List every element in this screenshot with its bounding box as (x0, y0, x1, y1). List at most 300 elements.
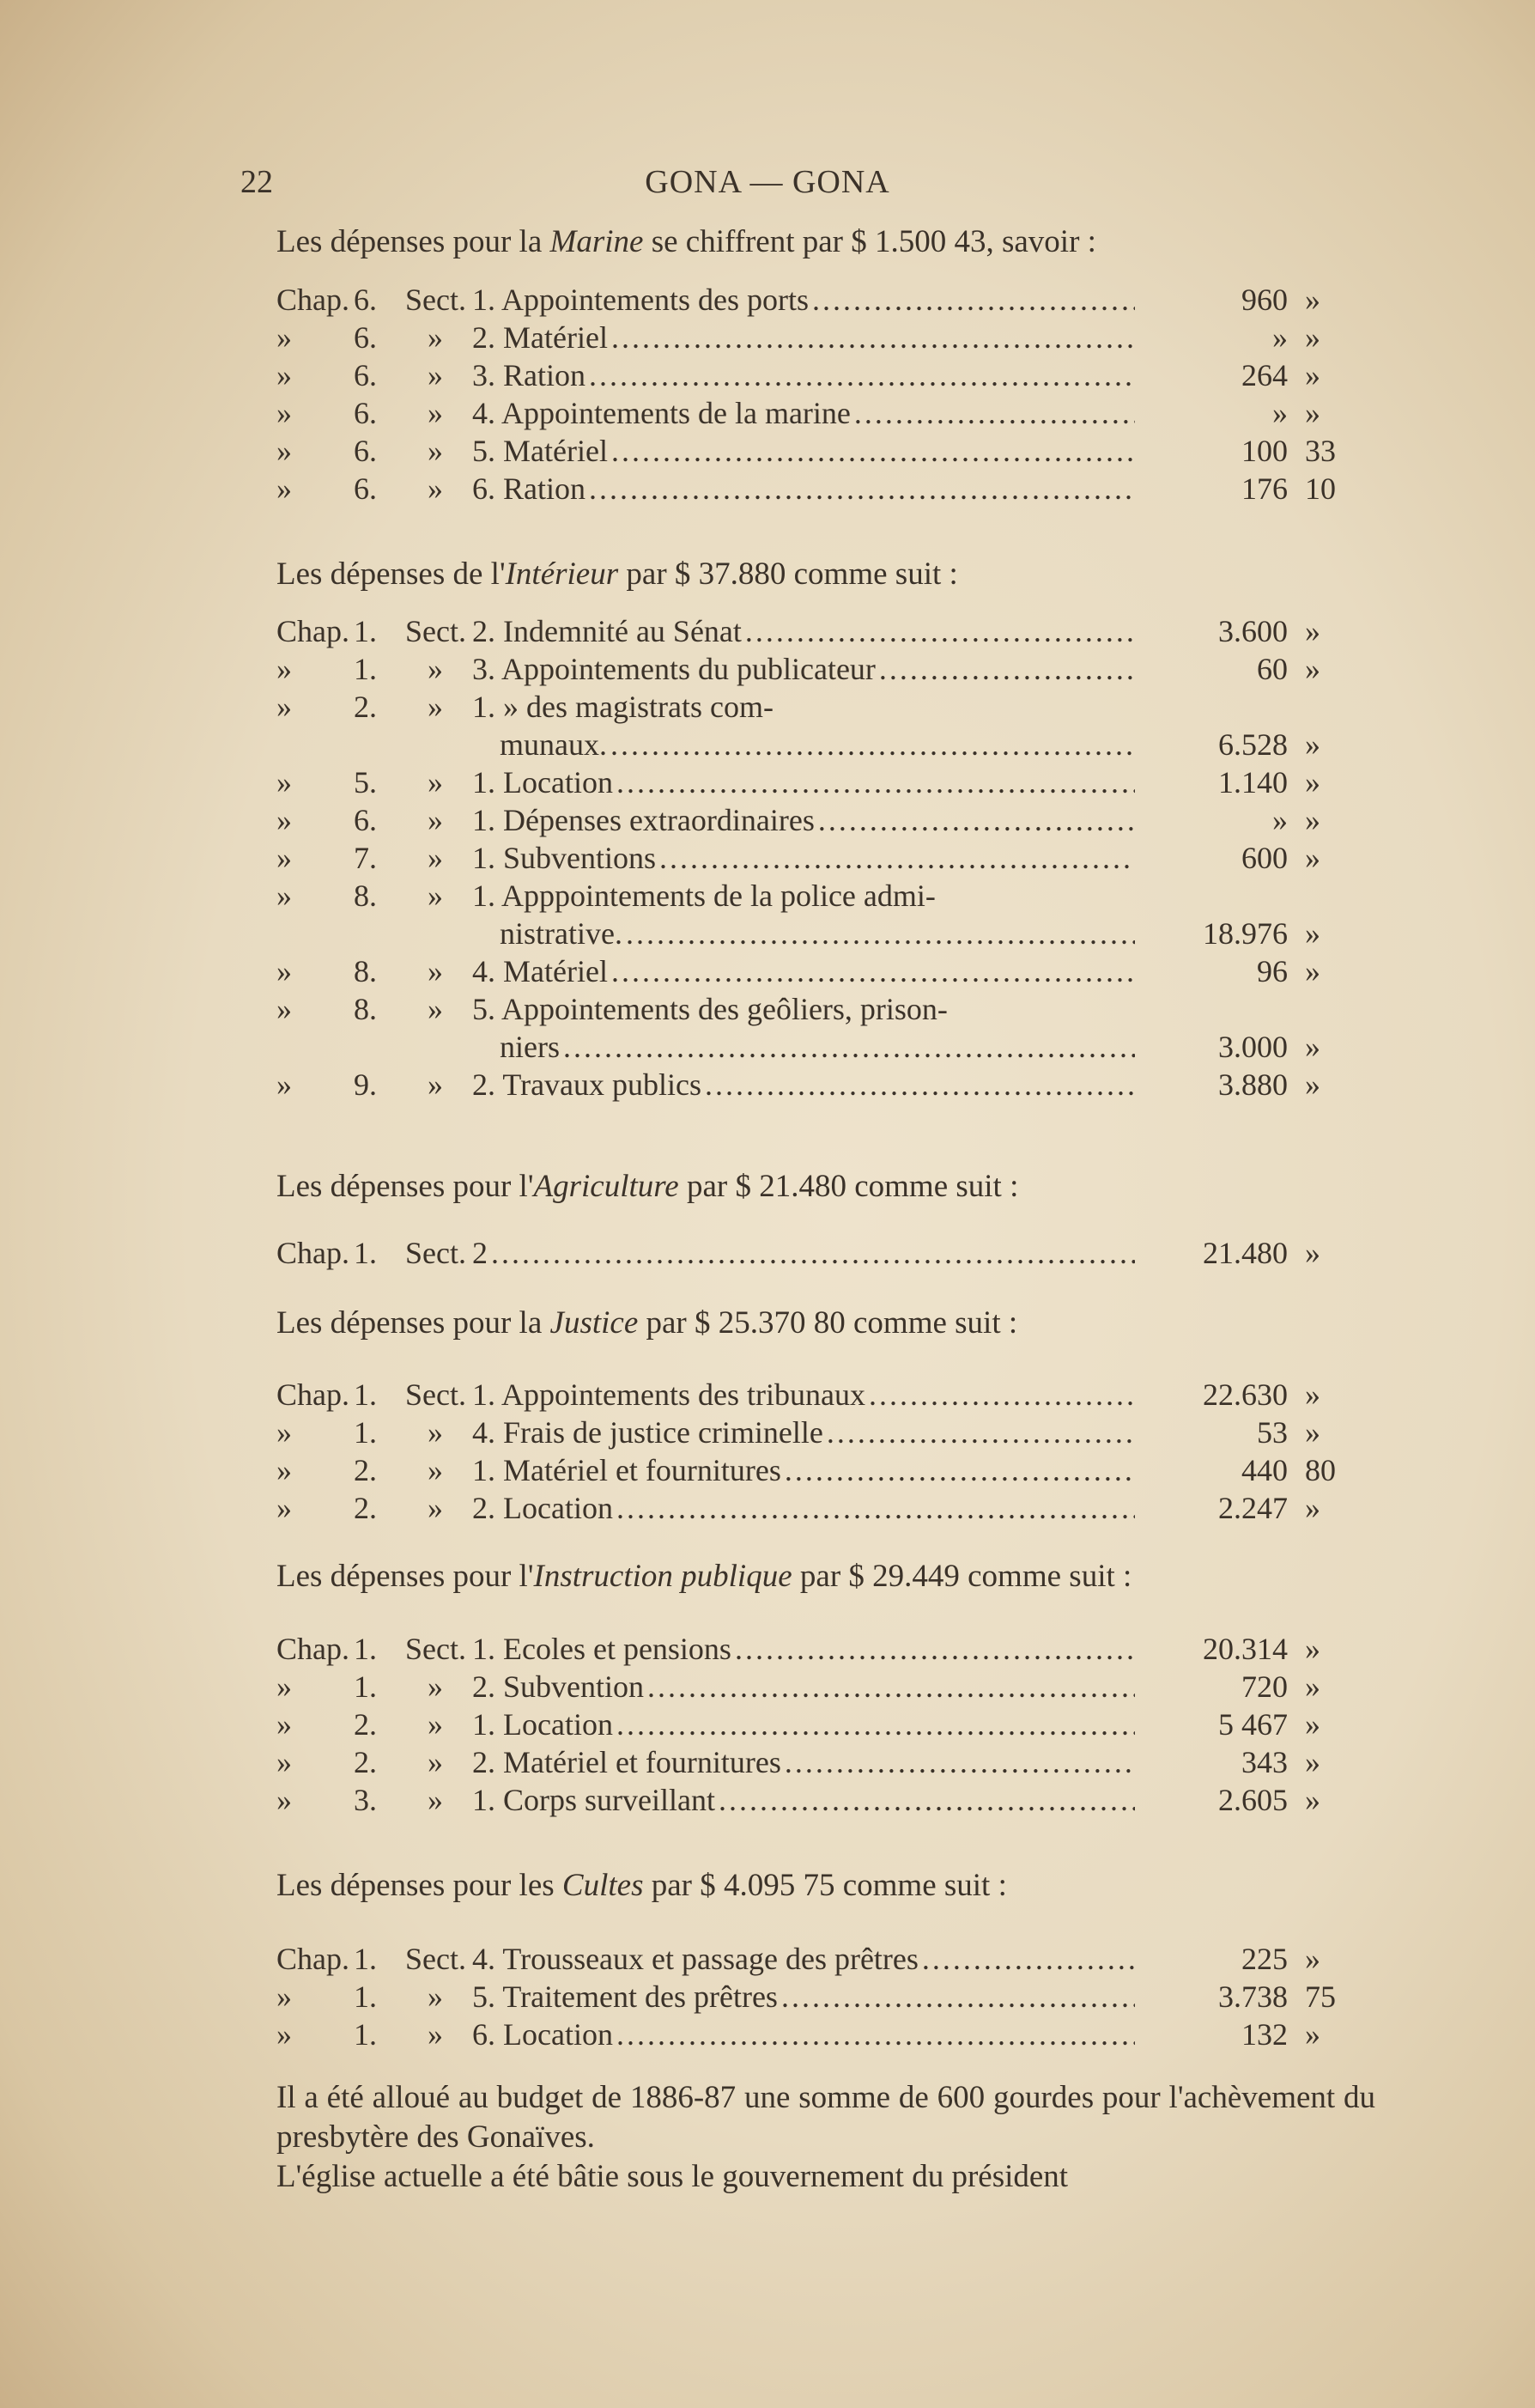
chapter-label: Chap. (276, 283, 349, 317)
dot-leader (781, 1979, 1135, 2015)
amount-cents: » (1305, 358, 1320, 392)
amount: 264 (1241, 358, 1288, 392)
intro-ministry: Instruction publique (533, 1559, 792, 1594)
chapter-label: » (276, 2017, 292, 2052)
section-label: » (428, 358, 443, 392)
chapter-number: 6. (354, 434, 377, 468)
section-label: » (428, 1783, 443, 1817)
amount-cents: » (1305, 1491, 1320, 1525)
table-row (276, 1743, 1350, 1781)
item-text: 4. Appointements de la marine (472, 396, 851, 430)
item-description (465, 1669, 1135, 1705)
amount: 960 (1241, 283, 1288, 317)
intro-text: Les dépenses pour la (276, 1305, 550, 1341)
section-label: » (428, 1067, 443, 1102)
section-label: Sect. (405, 614, 466, 648)
dot-leader (616, 764, 1135, 800)
amount-cents: » (1305, 2017, 1320, 2052)
budget-table-interieur (276, 612, 1350, 1104)
chapter-number: 1. (354, 1415, 377, 1450)
table-row (276, 1940, 1350, 1978)
closing-text (276, 2078, 1375, 2197)
item-description (465, 1377, 1135, 1413)
chapter-label: » (276, 1669, 292, 1704)
amount-cents: 33 (1305, 434, 1336, 468)
table-row (276, 1706, 1350, 1743)
chapter-number: 2. (354, 1491, 377, 1525)
item-description (465, 1414, 1135, 1450)
chapter-number: 9. (354, 1067, 377, 1102)
intro-ministry: Agriculture (533, 1169, 679, 1204)
amount-cents: » (1305, 1030, 1320, 1064)
table-row (276, 915, 1350, 952)
amount: 21.480 (1203, 1236, 1288, 1270)
section-label: » (428, 803, 443, 837)
chapter-number: 1. (354, 1669, 377, 1704)
section-label: » (428, 1415, 443, 1450)
chapter-label: Chap. (276, 614, 349, 648)
budget-table-justice (276, 1376, 1350, 1527)
dot-leader (745, 613, 1135, 649)
table-row (276, 1781, 1350, 1819)
intro-text: par $ 21.480 comme suit : (678, 1169, 1019, 1204)
chapter-number: 6. (354, 320, 377, 355)
amount-cents: » (1305, 396, 1320, 430)
chapter-number: 1. (354, 1979, 377, 2014)
item-text: 3. Ration (472, 358, 585, 392)
section-intro-marine (276, 223, 1096, 260)
amount: 3.738 (1218, 1979, 1288, 2014)
section-intro-interieur (276, 556, 958, 593)
chapter-number: 2. (354, 1707, 377, 1742)
item-text: munaux. (500, 727, 607, 762)
dot-leader (616, 2016, 1135, 2052)
section-label: » (428, 396, 443, 430)
table-row (276, 1234, 1350, 1272)
budget-table-cultes (276, 1940, 1350, 2053)
chapter-number: 1. (354, 1632, 377, 1666)
section-label: Sect. (405, 1632, 466, 1666)
amount-cents: » (1305, 1942, 1320, 1976)
table-row (276, 763, 1350, 801)
chapter-number: 2. (354, 690, 377, 724)
amount: 60 (1257, 652, 1288, 686)
chapter-number: 1. (354, 1377, 377, 1412)
dot-leader (647, 1669, 1135, 1705)
amount-cents: » (1305, 916, 1320, 951)
chapter-label: Chap. (276, 1236, 349, 1270)
table-row (276, 990, 1350, 1028)
chapter-label: » (276, 1415, 292, 1450)
amount: 6.528 (1218, 727, 1288, 762)
budget-table-agriculture (276, 1234, 1350, 1272)
dot-leader (616, 1490, 1135, 1526)
amount-cents: » (1305, 1745, 1320, 1779)
table-row (276, 1451, 1350, 1489)
dot-leader (589, 357, 1135, 393)
amount: 3.880 (1218, 1067, 1288, 1102)
amount-cents: » (1305, 1377, 1320, 1412)
chapter-label: » (276, 879, 292, 913)
section-label: » (428, 2017, 443, 2052)
dot-leader (611, 433, 1135, 469)
table-row (276, 839, 1350, 877)
item-text: 1. Location (472, 765, 613, 800)
item-description (465, 1067, 1135, 1103)
chapter-label: » (276, 992, 292, 1026)
amount-cents: 75 (1305, 1979, 1336, 2014)
closing-paragraph-2: L'église actuelle a été bâtie sous le gouvernement du président (276, 2159, 1069, 2194)
amount-cents: » (1305, 283, 1320, 317)
item-text: 1. Ecoles et pensions (472, 1632, 731, 1666)
chapter-number: 6. (354, 471, 377, 506)
section-label: » (428, 690, 443, 724)
chapter-label: » (276, 1067, 292, 1102)
chapter-label: » (276, 471, 292, 506)
chapter-label: » (276, 1491, 292, 1525)
amount: 20.314 (1203, 1632, 1288, 1666)
amount: » (1272, 396, 1288, 430)
table-row (276, 319, 1350, 356)
intro-text: se chiffrent par $ 1.500 43, savoir : (643, 224, 1096, 259)
section-label: Sect. (405, 283, 466, 317)
dot-leader (735, 1631, 1135, 1667)
chapter-number: 7. (354, 841, 377, 875)
table-row (276, 612, 1350, 650)
item-text: 1. Subventions (472, 841, 657, 875)
dot-leader (705, 1067, 1135, 1103)
section-label: » (428, 1979, 443, 2014)
chapter-number: 1. (354, 652, 377, 686)
item-description (465, 991, 1135, 1027)
section-intro-justice (276, 1304, 1017, 1341)
amount: 2.605 (1218, 1783, 1288, 1817)
chapter-number: 6. (354, 358, 377, 392)
amount: 53 (1257, 1415, 1288, 1450)
item-description (465, 433, 1135, 469)
amount-cents: » (1305, 614, 1320, 648)
section-label: » (428, 954, 443, 988)
chapter-number: 2. (354, 1453, 377, 1487)
item-description (465, 689, 1135, 725)
dot-leader (610, 727, 1135, 763)
table-row (276, 1028, 1350, 1066)
section-label: » (428, 879, 443, 913)
amount: 18.976 (1203, 916, 1288, 951)
amount: 96 (1257, 954, 1288, 988)
item-text: 5. Traitement des prêtres (472, 1979, 778, 2014)
section-label: » (428, 992, 443, 1026)
chapter-label: Chap. (276, 1632, 349, 1666)
chapter-number: 8. (354, 992, 377, 1026)
item-description (465, 471, 1135, 507)
table-row (276, 470, 1350, 508)
amount-cents: » (1305, 1632, 1320, 1666)
intro-text: par $ 29.449 comme suit : (792, 1559, 1132, 1594)
dot-leader (659, 840, 1135, 876)
amount-cents: 10 (1305, 471, 1336, 506)
amount: 100 (1241, 434, 1288, 468)
amount-cents: » (1305, 803, 1320, 837)
item-text: nistrative. (500, 916, 622, 951)
amount-cents: » (1305, 1669, 1320, 1704)
item-text: 1. Appointements des tribunaux (472, 1377, 865, 1412)
chapter-label: » (276, 954, 292, 988)
amount-cents: » (1305, 765, 1320, 800)
section-label: » (428, 765, 443, 800)
amount: 720 (1241, 1669, 1288, 1704)
item-text: 2. Indemnité au Sénat (472, 614, 742, 648)
dot-leader (818, 802, 1135, 838)
item-text: 1. Location (472, 1707, 613, 1742)
dot-leader (879, 651, 1135, 687)
amount: 343 (1241, 1745, 1288, 1779)
dot-leader (719, 1782, 1135, 1818)
item-text: 2. Matériel et fournitures (472, 1745, 781, 1779)
amount-cents: » (1305, 841, 1320, 875)
item-text: 2 (472, 1236, 488, 1270)
amount: 132 (1241, 2017, 1288, 2052)
item-description (465, 953, 1135, 989)
item-text: 2. Location (472, 1491, 613, 1525)
table-row (276, 952, 1350, 990)
dot-leader (616, 1706, 1135, 1742)
budget-table-marine (276, 281, 1350, 508)
item-description (465, 1631, 1135, 1667)
item-description (465, 1029, 1135, 1065)
chapter-number: 2. (354, 1745, 377, 1779)
intro-text: Les dépenses de l' (276, 556, 506, 592)
chapter-number: 5. (354, 765, 377, 800)
item-description (465, 1979, 1135, 2015)
item-description (465, 613, 1135, 649)
table-row (276, 877, 1350, 915)
chapter-number: 8. (354, 879, 377, 913)
item-text: 4. Frais de justice criminelle (472, 1415, 823, 1450)
intro-ministry: Cultes (561, 1868, 644, 1903)
amount-cents: » (1305, 954, 1320, 988)
amount: 3.600 (1218, 614, 1288, 648)
item-text: 5. Matériel (472, 434, 608, 468)
intro-ministry: Intérieur (505, 556, 619, 592)
amount: 1.140 (1218, 765, 1288, 800)
item-description (465, 915, 1135, 952)
table-row (276, 394, 1350, 432)
chapter-label: » (276, 1707, 292, 1742)
item-text: 1. Corps surveillant (472, 1783, 715, 1817)
table-row (276, 356, 1350, 394)
amount: 600 (1241, 841, 1288, 875)
amount-cents: » (1305, 320, 1320, 355)
item-text: 3. Appointements du publicateur (472, 652, 876, 686)
amount-cents: » (1305, 1707, 1320, 1742)
item-text: niers (500, 1030, 560, 1064)
chapter-label: » (276, 434, 292, 468)
item-description (465, 651, 1135, 687)
section-label: » (428, 841, 443, 875)
amount: 440 (1241, 1453, 1288, 1487)
amount: 2.247 (1218, 1491, 1288, 1525)
item-text: 4. Trousseaux et passage des prêtres (472, 1942, 919, 1976)
intro-text: par $ 4.095 75 comme suit : (643, 1868, 1007, 1903)
item-text: 1. Apppointements de la police admi- (472, 879, 936, 913)
dot-leader (785, 1452, 1135, 1488)
dot-leader (589, 471, 1135, 507)
item-text: 5. Appointements des geôliers, prison- (472, 992, 948, 1026)
chapter-label: » (276, 841, 292, 875)
chapter-label: Chap. (276, 1942, 349, 1976)
amount: 3.000 (1218, 1030, 1288, 1064)
amount-cents: » (1305, 1067, 1320, 1102)
table-row (276, 281, 1350, 319)
intro-text: Les dépenses pour l' (276, 1559, 534, 1594)
intro-text: par $ 25.370 80 comme suit : (638, 1305, 1018, 1341)
table-row (276, 726, 1350, 763)
table-row (276, 801, 1350, 839)
intro-text: Les dépenses pour l' (276, 1169, 534, 1204)
item-description (465, 727, 1135, 763)
amount: 225 (1241, 1942, 1288, 1976)
amount: 22.630 (1203, 1377, 1288, 1412)
amount-cents: » (1305, 1415, 1320, 1450)
dot-leader (611, 953, 1135, 989)
intro-text: Les dépenses pour les (276, 1868, 562, 1903)
table-row (276, 1414, 1350, 1451)
dot-leader (812, 282, 1135, 318)
section-label: Sect. (405, 1942, 466, 1976)
amount: 176 (1241, 471, 1288, 506)
section-label: » (428, 1491, 443, 1525)
amount: 5 467 (1218, 1707, 1288, 1742)
dot-leader (827, 1414, 1135, 1450)
chapter-label: » (276, 1783, 292, 1817)
item-text: 6. Ration (472, 471, 585, 506)
section-label: » (428, 320, 443, 355)
item-description (465, 1941, 1135, 1977)
item-description (465, 802, 1135, 838)
item-text: 2. Travaux publics (472, 1067, 702, 1102)
chapter-number: 1. (354, 1236, 377, 1270)
section-label: Sect. (405, 1377, 466, 1412)
item-description (465, 357, 1135, 393)
chapter-label: » (276, 358, 292, 392)
item-description (465, 1706, 1135, 1742)
intro-text: par $ 37.880 comme suit : (618, 556, 958, 592)
item-text: 1. Dépenses extraordinaires (472, 803, 815, 837)
section-intro-cultes (276, 1867, 1007, 1904)
closing-paragraph-1: Il a été alloué au budget de 1886-87 une somme de 600 gourdes pour l'achèvement du presbytère des Gonaïves. (276, 2080, 1375, 2155)
amount-cents: » (1305, 727, 1320, 762)
section-label: » (428, 1745, 443, 1779)
section-intro-instruction-publique (276, 1558, 1132, 1595)
item-text: 1. » des magistrats com- (472, 690, 774, 724)
section-label: » (428, 434, 443, 468)
table-row (276, 1978, 1350, 2016)
chapter-label: » (276, 803, 292, 837)
table-row (276, 432, 1350, 470)
item-text: 2. Subvention (472, 1669, 645, 1704)
item-description (465, 764, 1135, 800)
amount: » (1272, 320, 1288, 355)
item-text: 6. Location (472, 2017, 613, 2052)
dot-leader (626, 915, 1135, 952)
table-row (276, 1066, 1350, 1104)
amount-cents: » (1305, 1783, 1320, 1817)
amount-cents: 80 (1305, 1453, 1336, 1487)
intro-ministry: Justice (549, 1305, 639, 1341)
dot-leader (869, 1377, 1135, 1413)
item-description (465, 1490, 1135, 1526)
section-label: » (428, 1453, 443, 1487)
item-description (465, 840, 1135, 876)
budget-table-instruction-publique (276, 1630, 1350, 1819)
item-description (465, 395, 1135, 431)
table-row (276, 1376, 1350, 1414)
item-description (465, 1744, 1135, 1780)
section-label: » (428, 1707, 443, 1742)
item-text: 2. Matériel (472, 320, 608, 355)
chapter-label: » (276, 690, 292, 724)
item-description (465, 2016, 1135, 2052)
chapter-number: 6. (354, 396, 377, 430)
item-description (465, 282, 1135, 318)
dot-leader (922, 1941, 1135, 1977)
table-row (276, 650, 1350, 688)
intro-ministry: Marine (549, 224, 644, 259)
section-label: » (428, 1669, 443, 1704)
item-description (465, 878, 1135, 914)
section-label: » (428, 471, 443, 506)
table-row (276, 1489, 1350, 1527)
page-number: 22 (240, 164, 273, 200)
amount-cents: » (1305, 1236, 1320, 1270)
item-description (465, 1782, 1135, 1818)
item-description (465, 1235, 1135, 1271)
chapter-number: 6. (354, 803, 377, 837)
chapter-label: » (276, 652, 292, 686)
section-intro-agriculture (276, 1168, 1018, 1205)
chapter-label: » (276, 1745, 292, 1779)
chapter-label: Chap. (276, 1377, 349, 1412)
chapter-label: » (276, 320, 292, 355)
chapter-number: 1. (354, 2017, 377, 2052)
table-row (276, 688, 1350, 726)
dot-leader (563, 1029, 1135, 1065)
amount: » (1272, 803, 1288, 837)
dot-leader (785, 1744, 1135, 1780)
chapter-label: » (276, 765, 292, 800)
table-row (276, 1668, 1350, 1706)
chapter-label: » (276, 1453, 292, 1487)
table-row (276, 2016, 1350, 2053)
amount-cents: » (1305, 652, 1320, 686)
chapter-number: 6. (354, 283, 377, 317)
item-text: 1. Matériel et fournitures (472, 1453, 781, 1487)
item-text: 4. Matériel (472, 954, 608, 988)
dot-leader (611, 319, 1135, 356)
chapter-number: 8. (354, 954, 377, 988)
dot-leader (854, 395, 1135, 431)
running-head: GONA — GONA (645, 164, 890, 200)
item-description (465, 1452, 1135, 1488)
chapter-number: 1. (354, 614, 377, 648)
chapter-label: » (276, 1979, 292, 2014)
item-description (465, 319, 1135, 356)
chapter-number: 3. (354, 1783, 377, 1817)
intro-text: Les dépenses pour la (276, 224, 550, 259)
table-row (276, 1630, 1350, 1668)
dot-leader (491, 1235, 1135, 1271)
